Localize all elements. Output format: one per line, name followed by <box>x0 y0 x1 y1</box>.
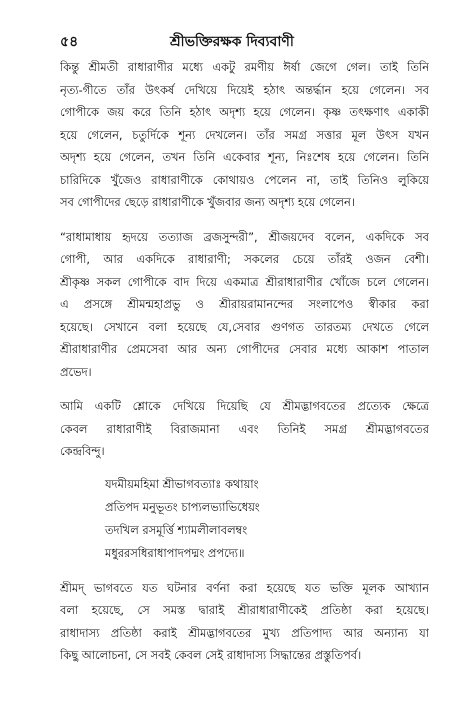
page-body <box>60 56 429 667</box>
verse-line: মধুররসধিরাধাপাদপদ্মং প্রপদ্যে॥ <box>105 545 245 560</box>
text-line: কিন্তু শ্রীমতী রাধারাণীর মধ্যে একটু রমণীয় ঈর্ষা জেগে গেল। তাই তিনি <box>60 60 429 74</box>
text-line: বলা হয়েছে, সে সমস্ত দ্বারাই শ্রীরাধারাণীকেই প্রতিষ্ঠা করা হয়েছে। <box>60 603 429 617</box>
running-title: শ্রীভক্তিরক্ষক দিব্যবাণী <box>170 34 294 50</box>
paragraph-1 <box>60 56 429 214</box>
text-line: শ্রীকৃষ্ণ সকল গোপীকে বাদ দিয়ে একমাত্র শ্রীরাধারাণীর খোঁজে চলে গেলেন। <box>60 274 429 289</box>
page-number: ৫৪ <box>60 34 79 50</box>
text-line: গোপীকে জয় করে তিনি হঠাৎ অদৃশ্য হয়ে গেলেন। কৃষ্ণ তৎক্ষণাৎ একাকী <box>60 105 429 119</box>
sanskrit-verse <box>60 473 429 565</box>
text-line: আমি একটি শ্লোকে দেখিয়ে দিয়েছি যে শ্রীমদ্ভাগবতের প্রত্যেক ক্ষেত্রে <box>60 399 429 413</box>
text-line: হয়ে গেলেন, চতুর্দিকে শূন্য দেখলেন। তাঁর সমগ্র সত্তার মূল উৎস যখন <box>60 127 429 142</box>
text-line: প্রভেদ। <box>60 364 92 379</box>
text-line: সব গোপীদের ছেড়ে রাধারাণীকে খুঁজবার জন্য অদৃশ্য হয়ে গেলেন। <box>60 195 355 209</box>
text-line: চারিদিকে খুঁজেও রাধারাণীকে কোথায়ও পেলেন না, তাই তিনিও লুকিয়ে <box>60 172 429 187</box>
text-line: কেবল রাধারাণীই বিরাজমানা এবং তিনিই সমগ্র শ্রীমদ্ভাগবতের <box>60 421 429 436</box>
text-line: “রাধামাধায় হৃদয়ে তত্যাজ ব্রজসুন্দরী”, শ্রীজয়দেব বলেন, একদিকে সব <box>60 229 429 244</box>
paragraph-3 <box>60 395 429 463</box>
text-line: শ্রীমদ্ ভাগবতে যত ঘটনার বর্ণনা করা হয়েছে যত ভক্তি মূলক আখ্যান <box>60 580 429 595</box>
verse-line: যদমীয়মহিমা শ্রীভাগবত্যাঃ কথায়াং <box>105 476 259 491</box>
paragraph-4 <box>60 577 429 667</box>
text-line: কিছু আলোচনা, সে সবই কেবল সেই রাধাদাস্য সিদ্ধান্তের প্রস্তুতিপর্ব। <box>60 648 362 662</box>
text-line: অদৃশ্য হয়ে গেলেন, তখন তিনি একেবার শূন্য, নিঃশেষ হয়ে গেলেন। তিনি <box>60 150 429 164</box>
verse-line: প্রতিপদ মনুভূতং চাপ্যলভ্যাভিধেয়ং <box>105 499 260 514</box>
text-line: গোপী, আর একদিকে রাধারাণী; সকলের চেয়ে তাঁরই ওজন বেশী। <box>60 252 429 266</box>
text-line: কেন্দ্রবিন্দু। <box>60 444 105 458</box>
text-line: এ প্রসঙ্গে শ্রীমন্মহাপ্রভু ও শ্রীরায়রামানন্দের সংলাপেও স্বীকার করা <box>60 297 429 311</box>
text-line: শ্রীরাধারাণীর প্রেমসেবা আর অন্য গোপীদের সেবার মধ্যে আকাশ পাতাল <box>60 342 429 356</box>
text-line: নৃত্য-গীতে তাঁর উৎকর্ষ দেখিয়ে দিয়েই হঠাৎ অন্তর্দ্ধান হয়ে গেলেন। সব <box>60 82 429 97</box>
verse-line: তদখিল রসমূর্ত্তি শ্যামলীলাবলম্বং <box>105 522 248 537</box>
text-line: রাধাদাস্য প্রতিষ্ঠা করাই শ্রীমদ্ভাগবতের মুখ্য প্রতিপাদ্য আর অন্যান্য যা <box>60 625 429 640</box>
page-header <box>60 30 429 52</box>
text-line: হয়েছে। সেখানে বলা হয়েছে যে,সেবার গুণগত তারতম্য দেখতে গেলে <box>60 319 429 334</box>
paragraph-2 <box>60 226 429 384</box>
